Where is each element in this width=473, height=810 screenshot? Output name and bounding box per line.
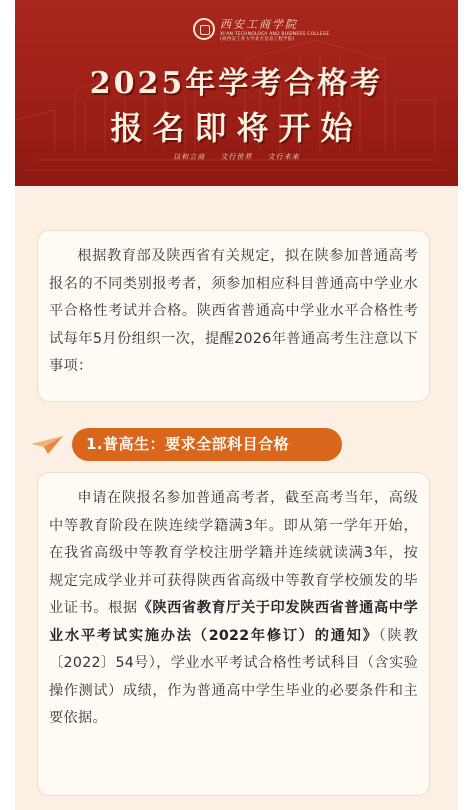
intro-paragraph: 根据教育部及陕西省有关规定，拟在陕参加普通高考报名的不同类别报考者，须参加相应科目普通高中学业水平合格性考试并合格。陕西省普通高中学业水平合格性考试每年5月份组织一次，提醒2026年普通高考生注意以下事项： xyxy=(49,248,418,374)
section1-text-after: （陕教〔2022〕54号），学业水平考试合格性考试科目（含实验操作测试）成绩，作为普通高中学生毕业的必要条件和主要依据。 xyxy=(49,627,418,726)
logo-english-name: XI'AN TECHNOLOGY AND BUSINESS COLLEGE xyxy=(220,32,330,37)
section1-paragraph xyxy=(49,485,418,733)
college-logo xyxy=(193,16,329,42)
slogan-1: 以和立商 xyxy=(173,153,206,161)
logo-subtitle: (原西安工业大学北方信息工程学院) xyxy=(220,37,295,42)
banner-slogans xyxy=(15,152,458,162)
logo-chinese-name: 西安工商学院 xyxy=(220,18,298,31)
section1-card xyxy=(37,472,430,796)
section1-heading: 1.普高生：要求全部科目合格 xyxy=(72,428,342,461)
paper-plane-icon xyxy=(30,434,64,456)
section1-text-before: 申请在陕报名参加普通高考者，截至高考当年，高级中等教育阶段在陕连续学籍满3年。即从第一学年开始，在我省高级中等教育学校注册学籍并连续就读满3年，按规定完成学业并可获得陕西省高级中等教育学校颁发的毕业证书。根据 xyxy=(49,490,418,616)
section1-notice-title: 《陕西省教育厅关于印发陕西省普通高中学业水平考试实施办法（2022年修订）的通知》 xyxy=(49,600,418,644)
header-banner xyxy=(15,0,458,186)
banner-title-line1: 2025年学考合格考 xyxy=(89,66,384,101)
intro-card xyxy=(37,230,430,402)
slogan-3: 文行未来 xyxy=(267,153,300,161)
section1-header xyxy=(30,428,330,462)
slogan-2: 文行世界 xyxy=(220,153,253,161)
college-seal-icon xyxy=(193,18,215,40)
banner-title-line2: 报名即将开始 xyxy=(110,109,363,147)
logo-text xyxy=(220,16,329,42)
